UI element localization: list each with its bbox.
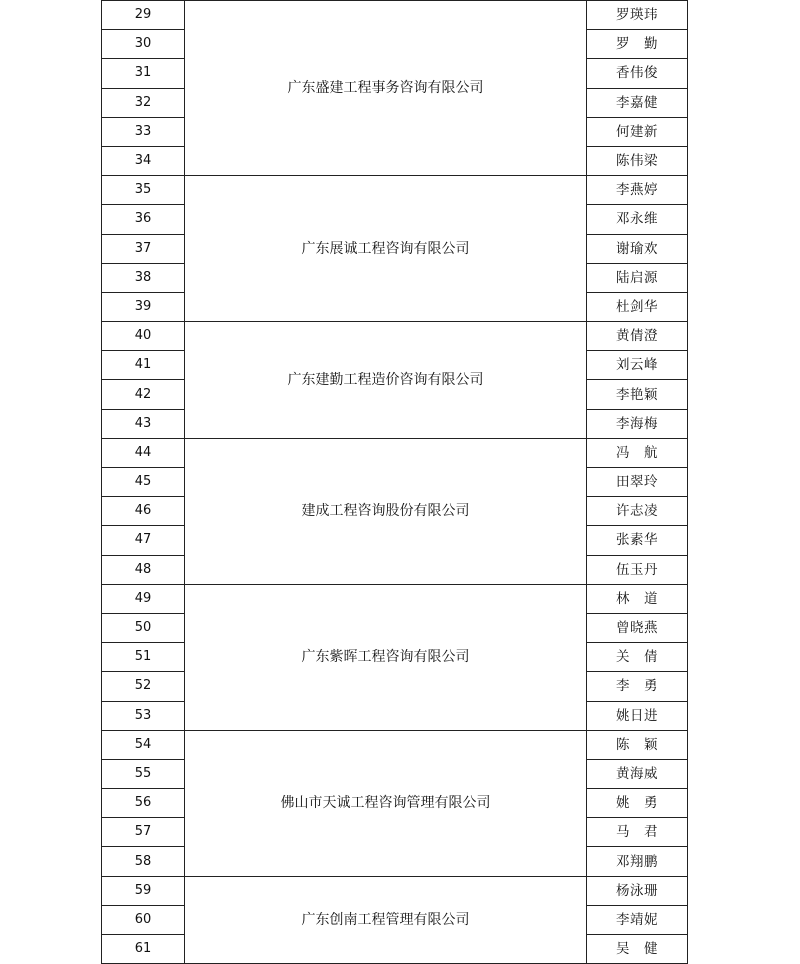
roster-table-body [102,1,688,964]
row-number-cell: 60 [102,905,185,934]
row-number-cell: 31 [102,59,185,88]
person-name-cell: 许志凌 [587,497,688,526]
person-name-cell: 姚日进 [587,701,688,730]
row-number-cell: 29 [102,1,185,30]
row-number-cell: 57 [102,818,185,847]
person-name-cell: 李燕婷 [587,176,688,205]
row-number-cell: 49 [102,584,185,613]
person-name-cell: 李嘉健 [587,88,688,117]
table-row [102,584,688,613]
person-name-cell: 林 道 [587,584,688,613]
row-number-cell: 32 [102,88,185,117]
table-row [102,438,688,467]
row-number-cell: 59 [102,876,185,905]
row-number-cell: 41 [102,351,185,380]
person-name-cell: 李艳颖 [587,380,688,409]
company-name-cell: 广东盛建工程事务咨询有限公司 [185,1,587,176]
person-name-cell: 马 君 [587,818,688,847]
person-name-cell: 罗瑛玮 [587,1,688,30]
company-name-cell: 建成工程咨询股份有限公司 [185,438,587,584]
person-name-cell: 李靖妮 [587,905,688,934]
row-number-cell: 56 [102,789,185,818]
person-name-cell: 吴 健 [587,935,688,964]
person-name-cell: 香伟俊 [587,59,688,88]
person-name-cell: 邓永维 [587,205,688,234]
person-name-cell: 罗 勤 [587,30,688,59]
person-name-cell: 伍玉丹 [587,555,688,584]
person-name-cell: 陈 颖 [587,730,688,759]
person-name-cell: 杨泳珊 [587,876,688,905]
company-name-cell: 广东建勤工程造价咨询有限公司 [185,322,587,439]
row-number-cell: 44 [102,438,185,467]
person-name-cell: 陈伟梁 [587,146,688,175]
person-name-cell: 关 倩 [587,643,688,672]
row-number-cell: 46 [102,497,185,526]
company-name-cell: 佛山市天诚工程咨询管理有限公司 [185,730,587,876]
person-name-cell: 李海梅 [587,409,688,438]
row-number-cell: 55 [102,759,185,788]
person-name-cell: 何建新 [587,117,688,146]
row-number-cell: 35 [102,176,185,205]
row-number-cell: 39 [102,292,185,321]
person-name-cell: 黄倩澄 [587,322,688,351]
person-name-cell: 邓翔鹏 [587,847,688,876]
table-row [102,1,688,30]
person-name-cell: 张素华 [587,526,688,555]
row-number-cell: 37 [102,234,185,263]
roster-table [101,0,688,964]
row-number-cell: 33 [102,117,185,146]
table-row [102,176,688,205]
table-row [102,876,688,905]
table-row [102,322,688,351]
row-number-cell: 38 [102,263,185,292]
row-number-cell: 51 [102,643,185,672]
person-name-cell: 刘云峰 [587,351,688,380]
row-number-cell: 50 [102,613,185,642]
person-name-cell: 陆启源 [587,263,688,292]
row-number-cell: 40 [102,322,185,351]
row-number-cell: 58 [102,847,185,876]
row-number-cell: 43 [102,409,185,438]
row-number-cell: 36 [102,205,185,234]
person-name-cell: 黄海威 [587,759,688,788]
row-number-cell: 54 [102,730,185,759]
person-name-cell: 李 勇 [587,672,688,701]
row-number-cell: 45 [102,468,185,497]
row-number-cell: 30 [102,30,185,59]
row-number-cell: 48 [102,555,185,584]
person-name-cell: 田翠玲 [587,468,688,497]
row-number-cell: 61 [102,935,185,964]
company-name-cell: 广东紫晖工程咨询有限公司 [185,584,587,730]
person-name-cell: 杜剑华 [587,292,688,321]
person-name-cell: 姚 勇 [587,789,688,818]
row-number-cell: 47 [102,526,185,555]
row-number-cell: 53 [102,701,185,730]
row-number-cell: 34 [102,146,185,175]
person-name-cell: 谢瑜欢 [587,234,688,263]
company-name-cell: 广东创南工程管理有限公司 [185,876,587,964]
row-number-cell: 42 [102,380,185,409]
row-number-cell: 52 [102,672,185,701]
person-name-cell: 冯 航 [587,438,688,467]
company-name-cell: 广东展诚工程咨询有限公司 [185,176,587,322]
person-name-cell: 曾晓燕 [587,613,688,642]
table-row [102,730,688,759]
